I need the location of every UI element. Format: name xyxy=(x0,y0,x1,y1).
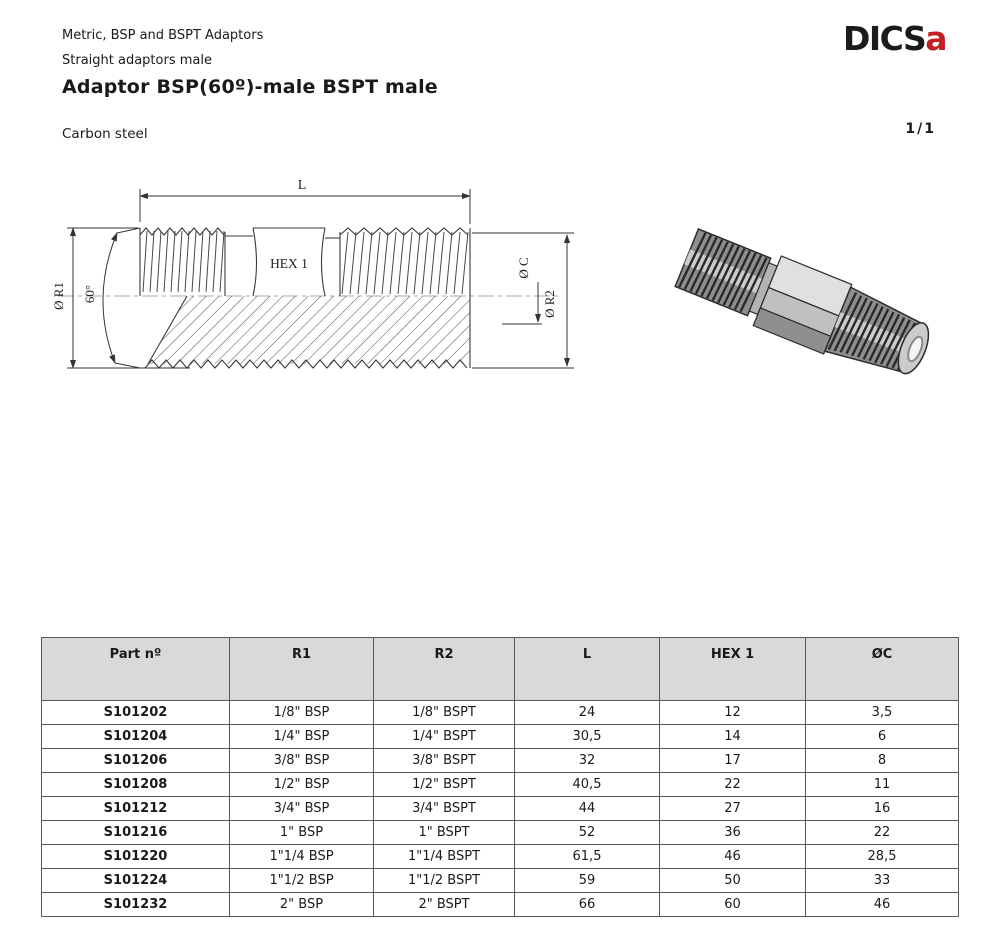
cell-value: 32 xyxy=(515,749,660,773)
hex-label: HEX 1 xyxy=(270,256,308,271)
table-header-row xyxy=(42,638,959,701)
product-photo-3d xyxy=(668,206,940,406)
cell-value: 52 xyxy=(515,821,660,845)
dim-label-angle: 60° xyxy=(82,284,97,304)
cell-value: 61,5 xyxy=(515,845,660,869)
section-hatching xyxy=(145,296,470,368)
cell-value: 8 xyxy=(806,749,959,773)
cell-value: 6 xyxy=(806,725,959,749)
cell-value: 1/4" BSPT xyxy=(374,725,515,749)
cell-value: 12 xyxy=(660,701,806,725)
dimension-L xyxy=(140,189,470,224)
cell-value: 3/8" BSPT xyxy=(374,749,515,773)
cell-value: 1/8" BSP xyxy=(230,701,374,725)
dimension-R2 xyxy=(472,233,574,368)
material-label: Carbon steel xyxy=(62,126,148,142)
cell-value: 44 xyxy=(515,797,660,821)
cell-value: 11 xyxy=(806,773,959,797)
dimension-C xyxy=(502,282,542,324)
cell-value: 30,5 xyxy=(515,725,660,749)
cell-value: 16 xyxy=(806,797,959,821)
cell-value: 46 xyxy=(660,845,806,869)
col-header-r2: R2 xyxy=(374,638,515,701)
dimension-angle xyxy=(103,228,140,368)
spec-table-body xyxy=(42,701,959,917)
cell-value: 3/4" BSP xyxy=(230,797,374,821)
cell-value: 1/2" BSP xyxy=(230,773,374,797)
cell-value: 27 xyxy=(660,797,806,821)
cell-value: 60 xyxy=(660,893,806,917)
cell-part-number: S101208 xyxy=(42,773,230,797)
cell-value: 28,5 xyxy=(806,845,959,869)
category-line: Metric, BSP and BSPT Adaptors xyxy=(62,28,264,43)
technical-drawing xyxy=(50,172,580,407)
right-thread-texture xyxy=(342,232,468,294)
cell-part-number: S101224 xyxy=(42,869,230,893)
cell-value: 1/8" BSPT xyxy=(374,701,515,725)
cell-part-number: S101232 xyxy=(42,893,230,917)
cell-part-number: S101216 xyxy=(42,821,230,845)
cell-value: 1"1/4 BSP xyxy=(230,845,374,869)
cell-value: 22 xyxy=(806,821,959,845)
cell-part-number: S101206 xyxy=(42,749,230,773)
cell-value: 40,5 xyxy=(515,773,660,797)
dim-label-length: L xyxy=(297,178,307,193)
dim-label-r2: Ø R2 xyxy=(542,290,557,318)
dicsa-logo xyxy=(843,19,947,58)
table-row xyxy=(42,893,959,917)
cell-part-number: S101212 xyxy=(42,797,230,821)
table-row xyxy=(42,725,959,749)
cell-value: 2" BSPT xyxy=(374,893,515,917)
left-thread-texture xyxy=(143,231,224,292)
cell-value: 1/4" BSP xyxy=(230,725,374,749)
table-row xyxy=(42,797,959,821)
cell-value: 22 xyxy=(660,773,806,797)
cell-part-number: S101204 xyxy=(42,725,230,749)
cell-value: 1/2" BSPT xyxy=(374,773,515,797)
table-row xyxy=(42,821,959,845)
page-title: Adaptor BSP(60º)-male BSPT male xyxy=(62,76,438,98)
cell-part-number: S101202 xyxy=(42,701,230,725)
cell-value: 1"1/2 BSPT xyxy=(374,869,515,893)
cell-value: 2" BSP xyxy=(230,893,374,917)
cell-value: 59 xyxy=(515,869,660,893)
table-row xyxy=(42,773,959,797)
col-header-hex1: HEX 1 xyxy=(660,638,806,701)
cell-value: 1"1/2 BSP xyxy=(230,869,374,893)
table-row xyxy=(42,869,959,893)
cell-part-number: S101220 xyxy=(42,845,230,869)
cell-value: 46 xyxy=(806,893,959,917)
table-row xyxy=(42,845,959,869)
cell-value: 1" BSPT xyxy=(374,821,515,845)
page-number: 1/1 xyxy=(905,121,936,137)
cell-value: 33 xyxy=(806,869,959,893)
cell-value: 17 xyxy=(660,749,806,773)
dim-label-c: Ø C xyxy=(516,257,531,279)
cell-value: 3,5 xyxy=(806,701,959,725)
table-row xyxy=(42,749,959,773)
col-header-part-no: Part nº xyxy=(42,638,230,701)
cell-value: 3/8" BSP xyxy=(230,749,374,773)
cell-value: 1"1/4 BSPT xyxy=(374,845,515,869)
cell-value: 66 xyxy=(515,893,660,917)
cell-value: 14 xyxy=(660,725,806,749)
col-header-oc: ØC xyxy=(806,638,959,701)
col-header-r1: R1 xyxy=(230,638,374,701)
table-row xyxy=(42,701,959,725)
cell-value: 36 xyxy=(660,821,806,845)
spec-table xyxy=(41,637,959,917)
cell-value: 3/4" BSPT xyxy=(374,797,515,821)
col-header-l: L xyxy=(515,638,660,701)
logo-text-black: DICS xyxy=(843,19,926,58)
cell-value: 50 xyxy=(660,869,806,893)
subcategory-line: Straight adaptors male xyxy=(62,53,212,68)
cell-value: 1" BSP xyxy=(230,821,374,845)
cell-value: 24 xyxy=(515,701,660,725)
logo-text-red: a xyxy=(925,19,947,58)
dim-label-r1: Ø R1 xyxy=(51,282,66,310)
